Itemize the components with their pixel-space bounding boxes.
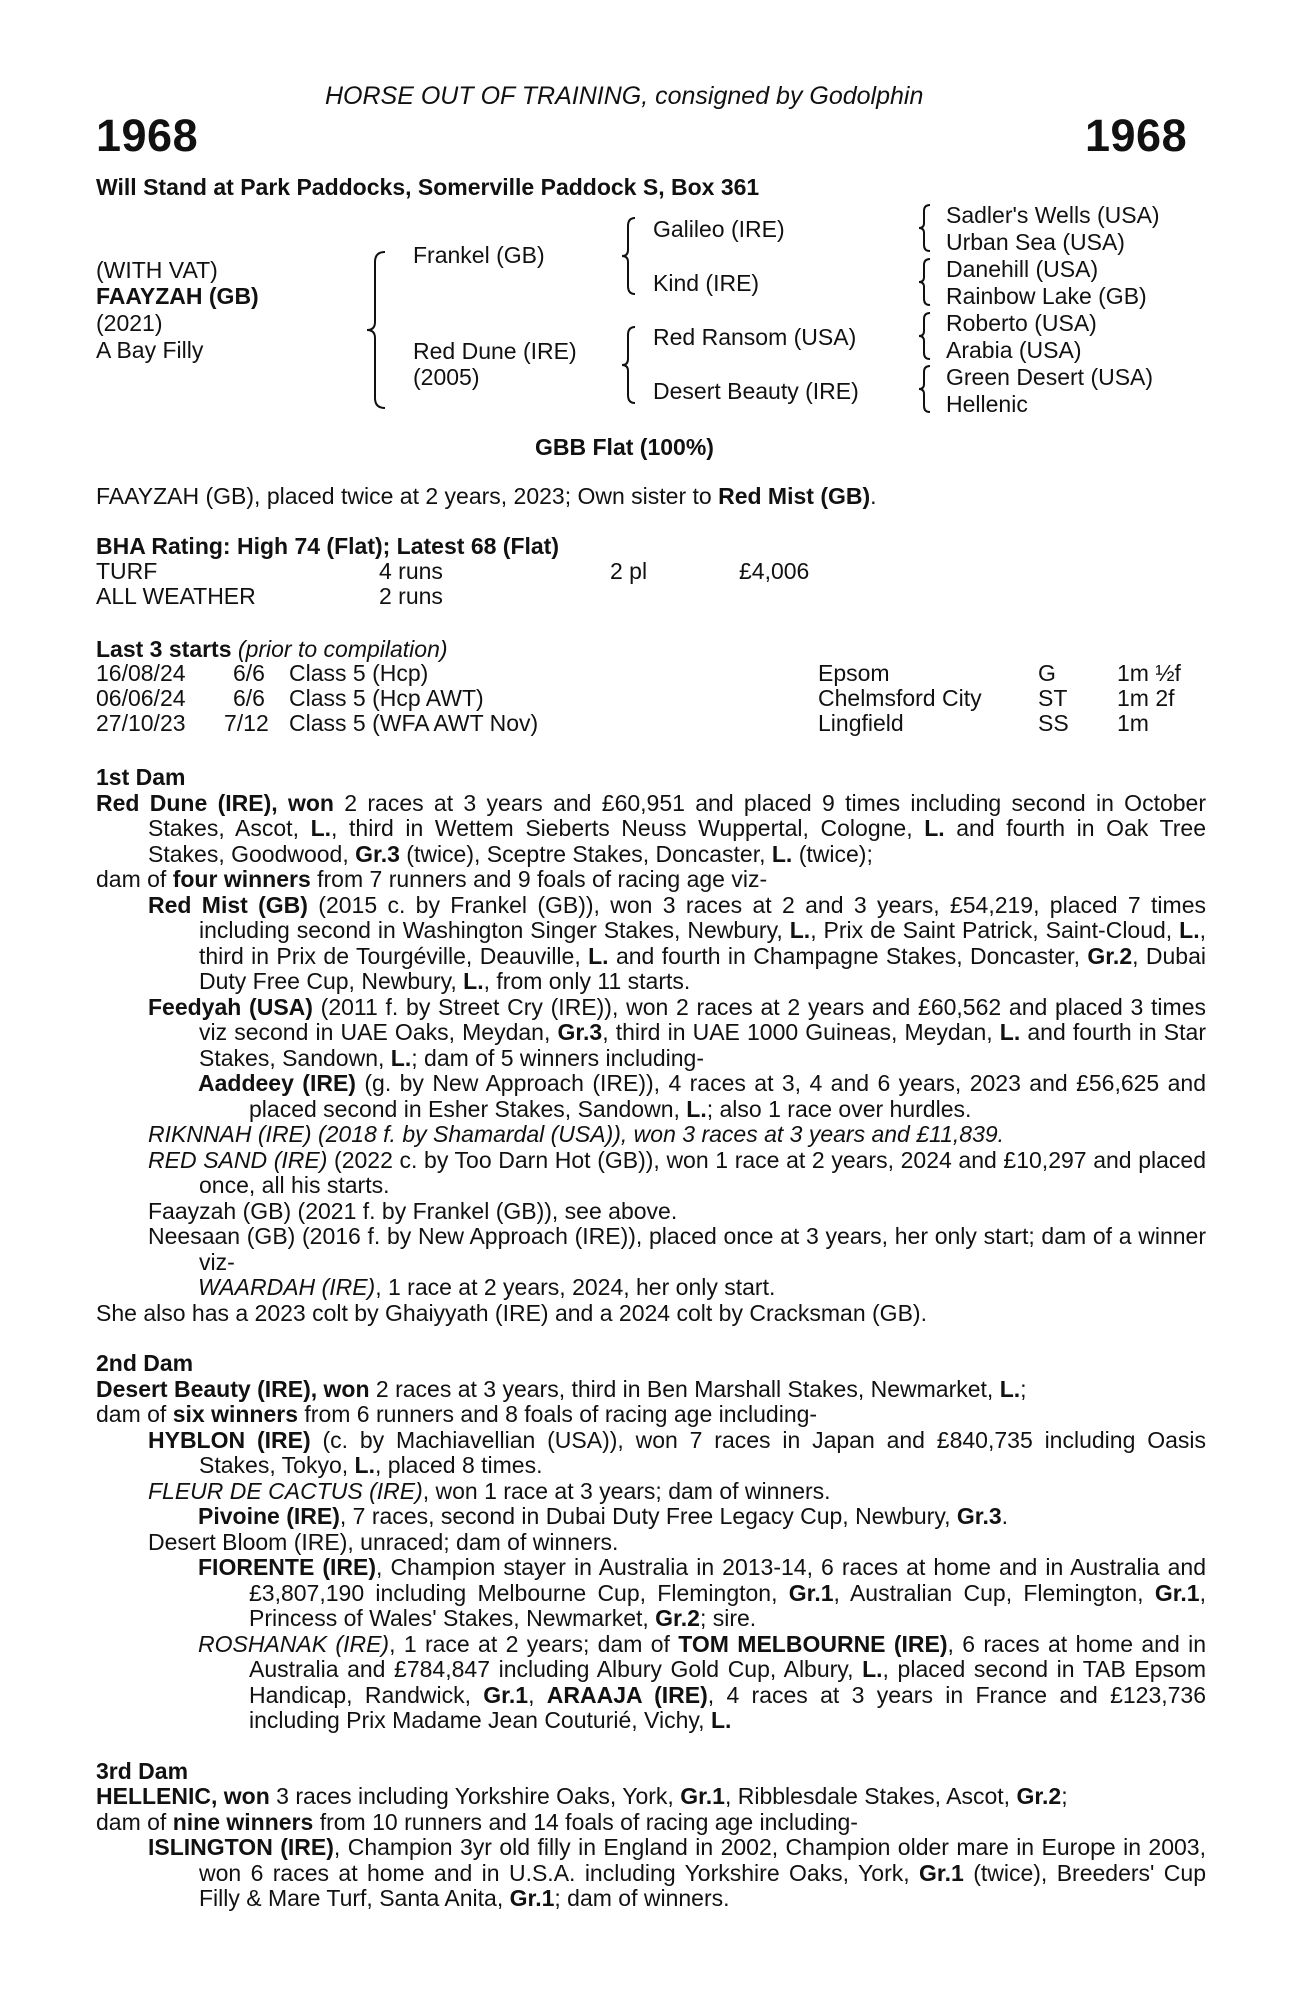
listed-mark: L.	[771, 840, 793, 867]
dam-dam: Desert Beauty (IRE)	[653, 378, 859, 404]
offspring-text: , placed second in TAB Epsom Handicap, Randwick,	[249, 1656, 1206, 1708]
grand-offspring-aaddeey	[96, 1071, 1206, 1122]
group-mark: Gr.1	[919, 1859, 964, 1886]
dam3-text: ;	[1061, 1783, 1068, 1809]
offspring-text: , Champion 3yr old filly in England in 2002, Champion older mare in Europe in 2003, won 6 races at home and in U.S.A. including Yorkshire Oaks, York,	[199, 1834, 1206, 1886]
offspring-fleur	[96, 1479, 1206, 1505]
bha-placed: 2 pl	[610, 558, 648, 584]
start-going: G	[1038, 660, 1056, 686]
group-mark: Gr.3	[557, 1019, 603, 1045]
offspring-text: , Champion stayer in Australia in 2013-14, 6 races at home and in Australia and £3,807,190 including Melbourne Cup, Flemington,	[249, 1554, 1206, 1606]
offspring-text: , placed 8 times.	[375, 1452, 543, 1478]
offspring-text: , 7 races, second in Dubai Duty Free Legacy Cup, Newbury,	[339, 1503, 957, 1529]
group-mark: Gr.2	[1087, 942, 1133, 969]
offspring-text: .	[1001, 1503, 1009, 1529]
dam1-text: , third in Wettem Sieberts Neuss Wuppertal, Cologne,	[331, 815, 925, 841]
dam1-won: , won	[271, 789, 334, 816]
ancestor-2: Urban Sea (USA)	[946, 229, 1125, 255]
start-distance: 1m ½f	[1117, 660, 1181, 686]
offspring-text: (g. by New Approach (IRE)), 4 races at 3, 4 and 6 years, 2023 and £56,625 and placed second in Esher Stakes, Sandown,	[249, 1070, 1206, 1122]
offspring-text: (2022 c. by Too Darn Hot (GB)), won 1 race at 2 years, 2024 and £10,297 and placed once, all his starts.	[199, 1146, 1206, 1198]
bha-runs: 2 runs	[379, 583, 443, 609]
pedigree-brace-main	[365, 250, 389, 410]
ancestor-1: Sadler's Wells (USA)	[946, 202, 1160, 228]
dam3-intro	[96, 1784, 1206, 1810]
last-starts-heading: Last 3 starts	[96, 636, 232, 662]
offspring-text: ; dam of winners.	[554, 1885, 730, 1911]
dam-sire: Red Ransom (USA)	[653, 324, 857, 350]
offspring-name: ROSHANAK (IRE)	[198, 1630, 390, 1657]
group-mark: Gr.1	[1154, 1579, 1200, 1606]
start-position: 6/6	[233, 660, 265, 686]
start-date: 16/08/24	[96, 660, 186, 686]
offspring-name: Red Mist (GB)	[148, 891, 308, 918]
listed-mark: L.	[710, 1707, 732, 1733]
listed-mark: L.	[390, 1044, 412, 1071]
group-mark: Gr.1	[788, 1579, 834, 1606]
ancestor-8: Hellenic	[946, 391, 1028, 417]
ancestor-5: Roberto (USA)	[946, 310, 1097, 336]
dam-of-count: nine winners	[172, 1808, 314, 1835]
offspring-text: , from only 11 starts.	[483, 968, 691, 994]
offspring-red-sand	[96, 1148, 1206, 1199]
start-race: Class 5 (WFA AWT Nov)	[289, 710, 539, 736]
offspring-hyblon	[96, 1428, 1206, 1479]
offspring-text: , won 1 race at 3 years; dam of winners.	[422, 1477, 831, 1504]
ancestor-3: Danehill (USA)	[946, 256, 1099, 282]
family-section	[96, 765, 1206, 1912]
dam3-title: 3rd Dam	[96, 1757, 189, 1784]
start-going: SS	[1038, 710, 1069, 736]
start-distance: 1m 2f	[1117, 685, 1175, 711]
sire-dam: Kind (IRE)	[653, 270, 760, 296]
dam1-dam-of	[96, 867, 1206, 893]
offspring-text: (twice), Breeders' Cup Filly & Mare Turf, Santa Anita,	[199, 1859, 1206, 1911]
offspring-text: (2011 f. by Street Cry (IRE)), won 2 races at 2 years and £60,562 and placed 3 times viz second in UAE Oaks, Meydan,	[199, 993, 1206, 1045]
bha-surface: ALL WEATHER	[96, 583, 256, 609]
dam2-dam-of	[96, 1402, 1206, 1428]
summary-sibling: Red Mist (GB)	[718, 483, 871, 509]
sire: Frankel (GB)	[413, 242, 545, 268]
offspring-text: and fourth in Star Stakes, Sandown,	[199, 1019, 1206, 1071]
pedigree-brace-g2	[918, 257, 932, 307]
offspring-text: (c. by Machiavellian (USA)), won 7 races in Japan and £840,735 including Oasis Stakes, Tokyo,	[199, 1426, 1206, 1478]
start-course: Chelmsford City	[818, 685, 982, 711]
pedigree-brace-g3	[918, 311, 932, 361]
group-mark: Gr.3	[956, 1503, 1002, 1529]
dam1-name: Red Dune (IRE)	[96, 789, 272, 816]
group-mark: Gr.1	[483, 1681, 529, 1708]
offspring-name: ISLINGTON (IRE)	[148, 1834, 334, 1860]
offspring-name: Feedyah (USA)	[148, 993, 313, 1020]
offspring-red-mist	[96, 893, 1206, 995]
dam3-won: , won	[211, 1783, 270, 1809]
offspring-text: , 1 race at 2 years, 2024, her only start.	[375, 1274, 776, 1300]
dam-of-text: dam of	[96, 1808, 173, 1835]
listed-mark: L.	[588, 942, 609, 969]
start-date: 27/10/23	[96, 710, 186, 736]
dam-of-count: six winners	[172, 1401, 298, 1427]
consignment-line: HORSE OUT OF TRAINING, consigned by Godolphin	[325, 82, 924, 110]
start-going: ST	[1038, 685, 1068, 711]
last-starts-title	[96, 636, 448, 662]
ancestor-4: Rainbow Lake (GB)	[946, 283, 1147, 309]
group-mark: Gr.1	[509, 1885, 555, 1911]
offspring-text: , 4 races at 3 years in France and £123,736 including Prix Madame Jean Couturié, Vichy,	[249, 1681, 1206, 1733]
group-mark: Gr.2	[655, 1605, 700, 1631]
dam3-dam-of	[96, 1810, 1206, 1836]
offspring-text: , Prix de Saint Patrick, Saint-Cloud,	[810, 917, 1180, 943]
group-mark: Gr.3	[355, 840, 400, 867]
listed-mark: L.	[862, 1656, 883, 1682]
offspring-islington	[96, 1835, 1206, 1912]
dam1-text: and fourth in Oak Tree Stakes, Goodwood,	[148, 815, 1206, 867]
dam-of-text: dam of	[96, 866, 173, 892]
start-distance: 1m	[1117, 710, 1149, 736]
dam2-won: , won	[310, 1375, 370, 1402]
bha-runs: 4 runs	[379, 558, 443, 584]
offspring-name: ARAAJA (IRE)	[546, 1681, 708, 1708]
offspring-name: FIORENTE (IRE)	[198, 1554, 376, 1580]
offspring-text: , third in UAE 1000 Guineas, Meydan,	[602, 1019, 1000, 1045]
listed-mark: L.	[924, 815, 945, 841]
dam1-text: (twice), Sceptre Stakes, Doncaster,	[399, 840, 772, 867]
offspring-text: , Australian Cup, Flemington,	[833, 1579, 1155, 1606]
listed-mark: L.	[999, 1375, 1021, 1402]
listed-mark: L.	[1179, 917, 1200, 943]
summary-text: FAAYZAH (GB), placed twice at 2 years, 2023; Own sister to	[96, 483, 719, 509]
pedigree-brace-g4	[918, 364, 932, 414]
bha-prize: £4,006	[739, 558, 810, 584]
offspring-text: (2015 c. by Frankel (GB)), won 3 races at 2 and 3 years, £54,219, placed 7 times including second in Washington Singer Stakes, Newbury,	[199, 891, 1206, 943]
dam3-text: 3 races including Yorkshire Oaks, York,	[269, 1783, 681, 1809]
listed-mark: L.	[686, 1095, 707, 1122]
bha-surface: TURF	[96, 558, 158, 584]
pedigree-brace-dam	[620, 325, 638, 405]
pedigree-brace-g1	[918, 203, 932, 253]
dam2-title: 2nd Dam	[96, 1350, 194, 1376]
offspring-name: WAARDAH (IRE)	[198, 1274, 376, 1300]
offspring-riknnah: RIKNNAH (IRE) (2018 f. by Shamardal (USA)), won 3 races at 3 years and £11,839.	[148, 1121, 1005, 1147]
offspring-text: ; sire.	[699, 1605, 757, 1631]
start-race: Class 5 (Hcp)	[289, 660, 429, 686]
dam2-name: Desert Beauty (IRE)	[96, 1375, 311, 1402]
grand-offspring-roshanak: ROSHANAK (IRE), 1 race at 2 years; dam of TOM MELBOURNE (IRE), 6 races at home and in Australia and £784,847 including Albury Gold Cup, Albury, L., placed second in TAB Epsom Handicap, Randwick, Gr.1, ARAAJA (IRE), 4 races at 3 years in France and £123,736 including Prix Madame Jean Couturié, Vichy, L.	[198, 1630, 1206, 1733]
offspring-name: RED SAND (IRE)	[148, 1146, 328, 1173]
offspring-text: , Dubai Duty Free Cup, Newbury,	[199, 942, 1207, 994]
dam1-title: 1st Dam	[96, 764, 186, 790]
listed-mark: L.	[354, 1452, 375, 1478]
group-mark: Gr.1	[680, 1783, 725, 1809]
last-starts-note: (prior to compilation)	[237, 636, 448, 662]
dam1-intro	[96, 791, 1206, 868]
listed-mark: L.	[463, 968, 484, 994]
offspring-text: and fourth in Champagne Stakes, Doncaster,	[608, 942, 1088, 969]
summary-end: .	[870, 483, 877, 509]
dam1-also: She also has a 2023 colt by Ghaiyyath (IRE) and a 2024 colt by Cracksman (GB).	[96, 1299, 927, 1326]
offspring-feedyah	[96, 995, 1206, 1072]
horse-description: A Bay Filly	[96, 337, 204, 363]
offspring-faayzah: Faayzah (GB) (2021 f. by Frankel (GB)), see above.	[148, 1197, 678, 1224]
ancestor-6: Arabia (USA)	[946, 337, 1082, 363]
lot-number-right: 1968	[1085, 110, 1188, 161]
listed-mark: L.	[999, 1019, 1021, 1045]
group-mark: Gr.2	[1016, 1783, 1062, 1809]
offspring-name: FLEUR DE CACTUS (IRE)	[148, 1477, 423, 1504]
dam: Red Dune (IRE)	[413, 338, 577, 364]
dam-year: (2005)	[413, 364, 480, 390]
dam-of-text: dam of	[96, 1401, 173, 1427]
listed-mark: L.	[310, 815, 332, 841]
summary-line	[96, 483, 877, 509]
start-race: Class 5 (Hcp AWT)	[289, 685, 484, 711]
ancestor-7: Green Desert (USA)	[946, 364, 1154, 390]
dam-of-text: from 7 runners and 9 foals of racing age viz-	[310, 866, 768, 892]
dam-of-text: from 6 runners and 8 foals of racing age including-	[298, 1401, 818, 1427]
offspring-name: TOM MELBOURNE (IRE)	[678, 1630, 948, 1657]
offspring-text: , Princess of Wales' Stakes, Newmarket,	[249, 1579, 1206, 1631]
listed-mark: L.	[789, 917, 811, 943]
offspring-name: Pivoine (IRE)	[198, 1503, 340, 1529]
dam-of-text: from 10 runners and 14 foals of racing age including-	[313, 1808, 858, 1835]
horse-name: FAAYZAH (GB)	[96, 283, 259, 309]
pedigree-brace-sire	[620, 216, 638, 296]
start-position: 6/6	[233, 685, 265, 711]
offspring-text: , third in Prix de Tourgéville, Deauville,	[199, 917, 1206, 969]
vat-note: (WITH VAT)	[96, 257, 218, 283]
bha-title: BHA Rating: High 74 (Flat); Latest 68 (Flat)	[96, 533, 559, 559]
grand-offspring-pivoine	[96, 1504, 1206, 1530]
grand-offspring-fiorente	[96, 1555, 1206, 1632]
stand-location: Will Stand at Park Paddocks, Somerville Paddock S, Box 361	[96, 174, 760, 200]
offspring-text: , 6 races at home and in Australia and £784,847 including Albury Gold Cup, Albury,	[249, 1630, 1206, 1682]
gbb-rating: GBB Flat (100%)	[535, 434, 714, 460]
dam1-text: 2 races at 3 years and £60,951 and placed 9 times including second in October Stakes, Ascot,	[148, 789, 1206, 841]
offspring-name: HYBLON (IRE)	[148, 1426, 311, 1453]
offspring-text: ; also 1 race over hurdles.	[706, 1095, 972, 1122]
horse-year: (2021)	[96, 310, 163, 336]
dam3-text: , Ribblesdale Stakes, Ascot,	[724, 1783, 1017, 1809]
sire-sire: Galileo (IRE)	[653, 216, 785, 242]
offspring-neesaan: Neesaan (GB) (2016 f. by New Approach (IRE)), placed once at 3 years, her only start; dam of a winner viz-	[148, 1223, 1206, 1275]
dam-of-count: four winners	[172, 866, 311, 892]
dam3-name: HELLENIC	[96, 1783, 211, 1809]
offspring-name: Aaddeey (IRE)	[198, 1070, 356, 1096]
dam2-intro	[96, 1377, 1206, 1403]
start-position: 7/12	[224, 710, 269, 736]
start-course: Lingfield	[818, 710, 904, 736]
dam1-text: (twice);	[792, 840, 873, 867]
offspring-desert-bloom: Desert Bloom (IRE), unraced; dam of winners.	[148, 1528, 619, 1555]
dam2-text: 2 races at 3 years, third in Ben Marshall Stakes, Newmarket,	[369, 1375, 1000, 1402]
start-course: Epsom	[818, 660, 890, 686]
dam2-text: ;	[1020, 1375, 1027, 1402]
offspring-text: , 1 race at 2 years; dam of	[389, 1630, 679, 1657]
lot-number-left: 1968	[96, 110, 199, 161]
start-date: 06/06/24	[96, 685, 186, 711]
offspring-text: ; dam of 5 winners including-	[411, 1044, 705, 1071]
grand-offspring-waardah	[96, 1275, 1206, 1301]
